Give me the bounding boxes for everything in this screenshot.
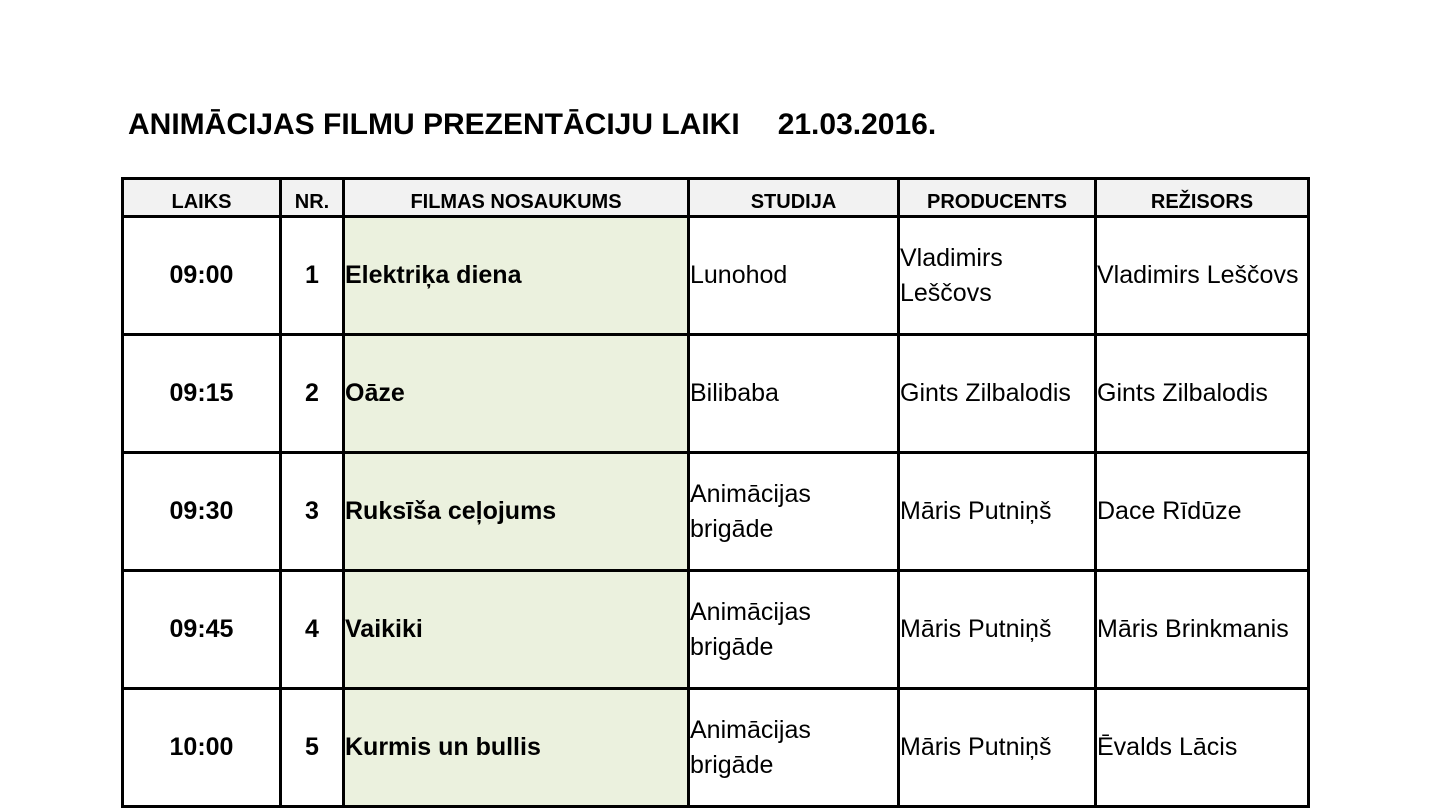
cell-nr: 5: [281, 689, 344, 807]
title-text: ANIMĀCIJAS FILMU PREZENTĀCIJU LAIKI: [128, 108, 740, 141]
cell-studio: Bilibaba: [689, 335, 899, 453]
cell-title: Elektriķa diena: [344, 217, 689, 335]
header-row: [123, 179, 1309, 217]
cell-director: Vladimirs Leščovs: [1096, 217, 1309, 335]
cell-producer: Gints Zilbalodis: [899, 335, 1096, 453]
cell-producer: Māris Putniņš: [899, 453, 1096, 571]
cell-title: Oāze: [344, 335, 689, 453]
table-row: [123, 453, 1309, 571]
cell-studio: Lunohod: [689, 217, 899, 335]
cell-time: 09:30: [123, 453, 281, 571]
cell-producer: Vladimirs Leščovs: [899, 217, 1096, 335]
header-title: FILMAS NOSAUKUMS: [344, 179, 689, 217]
cell-title: Ruksīša ceļojums: [344, 453, 689, 571]
title-date: 21.03.2016.: [777, 108, 937, 141]
cell-studio: Animācijas brigāde: [689, 689, 899, 807]
cell-nr: 2: [281, 335, 344, 453]
cell-director: Dace Rīdūze: [1096, 453, 1309, 571]
cell-title: Vaikiki: [344, 571, 689, 689]
cell-director: Māris Brinkmanis: [1096, 571, 1309, 689]
cell-title: Kurmis un bullis: [344, 689, 689, 807]
cell-nr: 4: [281, 571, 344, 689]
header-nr: NR.: [281, 179, 344, 217]
cell-director: Ēvalds Lācis: [1096, 689, 1309, 807]
table-row: [123, 335, 1309, 453]
cell-producer: Māris Putniņš: [899, 571, 1096, 689]
cell-nr: 3: [281, 453, 344, 571]
page-title: [128, 108, 936, 142]
table-row: [123, 689, 1309, 807]
schedule-table: [121, 177, 1310, 808]
header-director: REŽISORS: [1096, 179, 1309, 217]
header-producer: PRODUCENTS: [899, 179, 1096, 217]
cell-producer: Māris Putniņš: [899, 689, 1096, 807]
cell-time: 09:15: [123, 335, 281, 453]
cell-director: Gints Zilbalodis: [1096, 335, 1309, 453]
cell-time: 10:00: [123, 689, 281, 807]
header-studio: STUDIJA: [689, 179, 899, 217]
cell-time: 09:45: [123, 571, 281, 689]
cell-studio: Animācijas brigāde: [689, 571, 899, 689]
table-row: [123, 217, 1309, 335]
table-row: [123, 571, 1309, 689]
header-time: LAIKS: [123, 179, 281, 217]
cell-studio: Animācijas brigāde: [689, 453, 899, 571]
cell-time: 09:00: [123, 217, 281, 335]
cell-nr: 1: [281, 217, 344, 335]
